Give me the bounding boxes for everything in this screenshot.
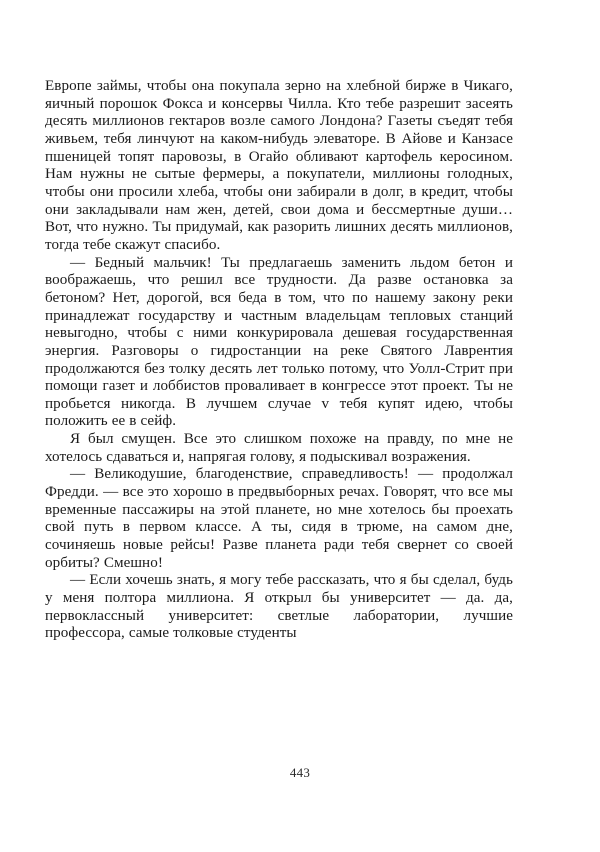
- paragraph: — Бедный мальчик! Ты предлагаешь заменить льдом бетон и воображаешь, что решил все трудности. Да разве остановка за бетоном? Нет, дорогой, вся беда в том, что по нашему закону реки принадлежат государству и частным владельцам тепловых станций невыгодно, чтобы с ними конкурировала дешевая государственная энергия. Разговоры о гидростанции на реке Святого Лаврентия продолжаются без толку десять лет только потому, что Уолл-Стрит при помощи газет и лоббистов проваливает в конгрессе этот проект. Ты не пробьется никогда. В лучшем случае v тебя купят идею, чтобы положить ее в сейф.: [45, 254, 513, 430]
- page-number: 443: [289, 765, 311, 780]
- paragraph: — Если хочешь знать, я могу тебе рассказать, что я бы сделал, будь у меня полтора миллиона. Я открыл бы университет — да. да, первоклассный университет: светлые лаборатории, лучшие профессора, самые толковые студенты: [45, 572, 513, 642]
- paragraph: — Великодушие, благоденствие, справедливость! — продолжал Фредди. — все это хорошо в предвыборных речах. Говорят, что все мы временные пассажиры на этой планете, но мне хотелось бы проехать свой путь в первом классе. А ты, сидя в трюме, на самом дне, сочиняешь новые рейсы! Разве планета ради тебя свернет со своей орбиты? Смешно!: [45, 466, 513, 571]
- paragraph: Европе займы, чтобы она покупала зерно на хлебной бирже в Чикаго, яичный порошок Фокса и консервы Чилла. Кто тебе разрешит засеять десять миллионов гектаров возле самого Лондона? Газеты съедят тебя живьем, тебя линчуют на каком-нибудь элеваторе. В Айове и Канзасе пшеницей топят паровозы, в Огайо обливают картофель керосином. Нам нужны не сытые фермеры, а покупатели, миллионы голодных, чтобы они просили хлеба, чтобы они забирали в долг, в кредит, чтобы они закладывали нам жен, детей, свои дома и бессмертные души… Вот, что нужно. Ты придумай, как разорить лишних десять миллионов, тогда тебе скажут спасибо.: [45, 78, 513, 253]
- page-text-block: [45, 78, 513, 643]
- paragraph: Я был смущен. Все это слишком похоже на правду, по мне не хотелось сдаваться и, напрягая голову, я подыскивал возражения.: [45, 431, 513, 465]
